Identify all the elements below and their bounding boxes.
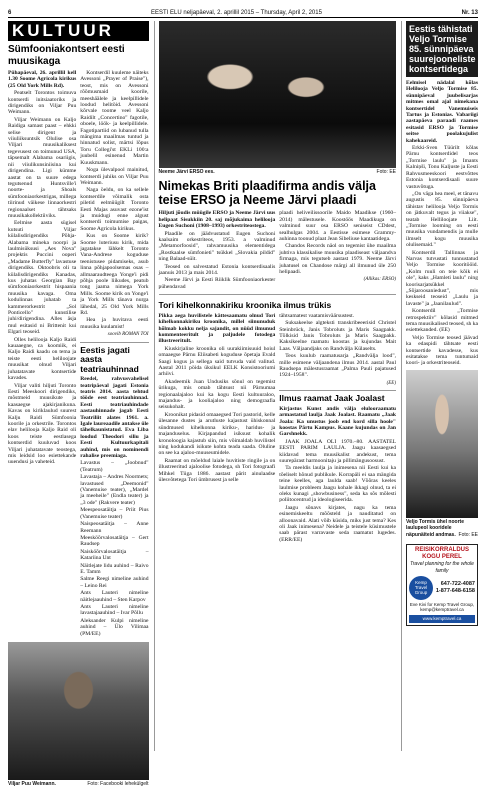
article-erso-body bbox=[159, 210, 396, 291]
award-line: Meesköõrvalosatäitja – Gert Raudsep bbox=[80, 534, 149, 548]
article-title-erso: Nimekas Briti plaadifirma andis välja teise ERSO ja Neeme Järvi plaadi bbox=[158, 179, 376, 207]
travel-advertisement[interactable] bbox=[406, 544, 478, 626]
caption-text: Veljo Tormis ühel noorte laulupeol kooridele näpunäiteid andmas. bbox=[406, 518, 464, 538]
paragraph: Jaagu sõnаvs kirjаtes, nagu ka tema esinemiskeeltu mõõsteld ja nauditatud on alloonavaid. Alati võib küsida, miks just tema? Kes oli Jaak inimesenа? Neidele ja teistele küsimustele saab pärast varravaste seda raamatut lugedes. (ERR/EE) bbox=[279, 504, 397, 543]
article-symphony-col-b bbox=[80, 70, 148, 638]
paragraph: Erkki-Sven Tüürilt kõlas Pärnu kontserdidel teos „Tormise laulu" ja Imants Kalniņši, Tonu Kaljuste ja Eesti Rahvusmeeskoori eestvõttes Estonia kontserdisaali suure vastuvõtuga. bbox=[406, 145, 478, 190]
page-number: 6 bbox=[8, 9, 12, 16]
paragraph: Suksakeelse algteksti transkribeeerisid Christel Steinbrück, Janis Tobroluts ja Maris Saagpakk. Tõlkisid Janis Tobroluts ja Maris Saagpakk. Kaksikeelne raamatu koostas ja kujundas Mait Laas. Väljaandjaks on Randvälja Külaselts. bbox=[279, 320, 397, 352]
divider bbox=[159, 294, 396, 295]
article-title-symphony: Sümfooniakontsert eesti muusikaga bbox=[8, 44, 125, 67]
ad-address: Eve Kivi for Kemp Travel Group, kemp@kemptravel.ca bbox=[409, 601, 475, 613]
article-erso-col-a bbox=[159, 210, 276, 291]
ad-title: REISIKORRALDUS KOGU PEREL bbox=[414, 547, 469, 561]
award-line: Naispeosatäitja – Anne Reemann bbox=[80, 521, 149, 534]
award-line: Meespeosatäitja – Priit Pius (Vanemuise teater) bbox=[80, 507, 149, 520]
left-column bbox=[8, 21, 149, 787]
caption-text: Neeme Järvi ERSO ees. bbox=[158, 169, 215, 175]
photo-credit: Foto: EE bbox=[458, 531, 478, 538]
article-symphony-col-a bbox=[8, 70, 76, 638]
award-line: Lavastaja – Andres Noormets; lavastused „Deemonid" (Vanemuise teater), „Mardel ja meeheile" (Endla teater) ja „3 ode" (Rakvere teater) bbox=[80, 474, 149, 506]
paragraph: Kontserdil kuuleme näiteks Avessoni „Prayer of Praise"), teost, mis on Avessoni rõõmusmaid koorile, meeshäälele ja keelpillidele loodud helitöid. Avessoni kõrvale toome veel Kaljo Raidilt „Concertino" fagotile, oboele, löök- ja keelpillidele. Fagotipartiid on lubanud tulla mängima maailmas tuntud ja hinnatud solist, märtsi lõpus Toru Collegi'st EKLi 100:a juubelil esinenud Martin Kuuskmann. bbox=[80, 70, 149, 166]
page-header bbox=[8, 6, 478, 16]
ad-phones bbox=[436, 581, 475, 595]
article-title-tormis: Eestis tähistati Veljo Tormise 85. sünnipäeva suurejooneliste kontsertidega bbox=[406, 21, 478, 77]
divider bbox=[80, 342, 148, 343]
paragraph: plaadi heliveilissoorile Maido Maadikse (1960–2014) mälestusele. Koostöös Maadikuga on valminud suur osa ERSO seniseist CDdest, sealhulgas 2004. a Eestisse esimese Grammy-auhinna toonud plaat Jean Sibeliuse kantaatidega. bbox=[279, 210, 397, 243]
paragraph: Eelmise aasta sügisel kutsuti Viljar külalisdirigendiks Põhja-Alabama mineka noorpi ja laulmisüksusi „Aes Nova" projektis Puccini ooperi „Madame Butterfly" lavastuse dirigendiks. Oktoobris oli ta külalisdirigendiks Kanadas, kus juhatas Georgian Bay sümfooniaorkestrit hispaania muusika kavaga. Oma kodulinnas juhatab ta kammerorkestrit „Sol Ponticello" kunstilise juhi/dirigendina. Alles äsja mul esitasid ni Brittenit kui Elgari teoseid. bbox=[8, 220, 77, 336]
article-tori-col-a bbox=[159, 313, 276, 545]
article-theatre-lead: Reedel, rahvusvahelisel teatripäeval jagati Estonia teatris 2014. aasta tehtud tööde eest teatriauhinnad. Eesti teatriauhindade aastauhinnade jagab Eesti Teatriliit alates 1961. a. Igale laureaadile antakse üle tähelkaunistatud. Eva Liba loodud Theodori siliu ja Eesti Kultuurkapitali auhind, mis on nominendi rahalise preemiaga. bbox=[80, 376, 149, 460]
paragraph: Teos kuulub raamatusarja „Randvälja lood", mille esimene väljaandena ilmus 2014. aastal Paul Raudsepa mälestusraamat „Palmа Pauli pajatused 1924–1958". bbox=[279, 353, 397, 379]
award-line: Aleksander Kulpi nimeline auhind – Ülo Vilimaa (PM/EE) bbox=[80, 617, 149, 637]
byline: soovib ROMAN TOI bbox=[107, 332, 149, 338]
paragraph: Noga ülevalpool mainitud, kontserdi juhiks on Viljar Puu Weimann. bbox=[80, 167, 149, 186]
ad-contact-row bbox=[409, 576, 475, 600]
paragraph: Olles heliloojа Kaljo Raidi kauaaegne, ca koomiik, ei Kaljo Raidi kaadu on tema ja teiste eesti heliloojate muusikat olnud Viljari juhatatavate kontsertide kavades. bbox=[8, 336, 77, 382]
award-line: Salme Reegi nimeline auhind – Leino Rei bbox=[80, 576, 149, 589]
paragraph: Kontserdil „Tormise retrospektiiv" kõlasid mitmed tema muusikalised teosed, sh ka esiettekanded. (EE) bbox=[406, 308, 478, 334]
paragraph: Kus on Soome kirik? Soome luteriusu kirik, mida jagatakse lähkelt Toronto Vana-Andrese kogudusе teenistusеe pidamiseks, asub linna põhjapoolsemas osas – allmaaraudteega Yonge'i pidi põhja poole liikudes, peatub tong jaama nimega York Mills. Soome kirik on Yonge'i ja York Mills tänava nurga lähedal, 25 Old York Mills Rd. bbox=[80, 233, 149, 317]
ad-website-link[interactable]: www.kemptravel.ca bbox=[409, 615, 475, 623]
section-label: KULTUUR bbox=[8, 21, 149, 41]
article-tori-body bbox=[159, 313, 396, 545]
article-tori bbox=[159, 298, 396, 544]
paragraph: Kontserdil Tallinnas ja Narvas tutvustati tunnustatud Veljo Tormise kooritööid. „Kolm ruuli on teie kõik ei ole", kaks „Hamleti laulu" ning koorisarjatsükkel „Sõjaroosaniedust", mis keskseid teoseid „Laulu ja lavaste" ja „Jaanilaulud". bbox=[406, 249, 478, 307]
article-symphony-body bbox=[8, 70, 149, 638]
award-line: Ants Lauteri nimeline näitlejaauhind – Sten Karpov bbox=[80, 590, 149, 603]
paragraph: Veljo Tormise teosed jäävad ka edaspidi tähtsate eesti kontsertide kavadesse, kus esitatakse tema tuntumaid koori- ja orkestriteoseid. bbox=[406, 334, 478, 367]
article-title-joala: Ilmus raamat Jaak Joalast bbox=[279, 393, 385, 404]
issue-number: Nr. 13 bbox=[461, 9, 478, 16]
photo-veljo-tormis bbox=[406, 370, 478, 518]
award-line: Näitlejate lidu auhind – Raivo E. Tamm bbox=[80, 562, 149, 575]
paragraph: Neeme Järvi ja Eesti Riiklik Sümfooniaorkester pühendavad bbox=[158, 277, 276, 290]
article-erso-lead: Hiljuti jõudis müügile ERSO ja Neeme Järvi uus helipaat Sisukkiin 20. saj mõjukaima helilooja Eugen Suchoni (1908–1993) orkestriteostega. bbox=[158, 210, 276, 230]
article-tormis-lead: Eelmisel nädalal kõlas Helilooja Veljo Tormise 85. sünnipäeval juubelisarjas mitmes omal ajal nimekana kontsertidel Vanemuiseis Tartus ja Estonias. Vabariigi aastapäeva paraadi raames esitasid ERSO ja Tormise seitse poolakujulist kahekaareid. bbox=[406, 80, 478, 144]
award-line: Ants Lauteri nimeline lavastajaauhind – Ivar Põllu bbox=[80, 603, 149, 617]
paragraph: Raamat on mõeldud laiale huvitiste ringile ja on illustreeritud ajaloolise fotodega, sh Tori fotograafi Mihkel Tiiga 1886. aastast pärit ainulaadse ülesvõtetega Tori ümbrusest ja selle bbox=[158, 457, 276, 483]
middle-column bbox=[154, 21, 396, 751]
header-rule bbox=[8, 17, 478, 18]
paragraph: Teosed on salvestatud Estonia kontserdisaalis jaanuis 2013 ja mais 2014. bbox=[158, 263, 276, 277]
ad-phone: 1-877-648-6158 bbox=[435, 587, 475, 594]
paragraph: Kroonikat pidasid omaaegsed Tori pastorid, kelle ülesanne dustes ja arutluste kajastust ühiskonnal sündmused kihelkonna kiriku-, haridus- ja majanduselus. Kirjapandud isiksust kohalik kronoloogia kajastub siin, mis võimaldab huvilistel ning kodukandi isikute kohta teada saada. Oluline on see ka ajaloo-muuseumidele. bbox=[158, 411, 276, 457]
caption-text: Viljar Puu Weimann. bbox=[8, 781, 56, 787]
photo-caption bbox=[8, 780, 149, 789]
paragraph: JAAK JOALA OLI 1970.–80. AASTATEL EESTI PARIM LAULJA. Jaagu kaasaegsed kiidavad tema muusikalist andekust, tema suurepärast harmoonitaju ja pillimängusoosust. bbox=[279, 438, 397, 464]
article-tori-lead: Pikka aega huvilistele kättesaamatu olnud Tori kihelkonnakiriku kroonika, millel siinunuduk hõlmab kokku neljа sajandit, on nüüd ilmunud kommenteeritult ja paljudele fotodega illustreeritult. bbox=[158, 312, 276, 345]
lower-middle bbox=[159, 298, 396, 544]
ad-phone: 647-722-4087 bbox=[440, 580, 475, 587]
award-line: Naisköõrvalosatäitja – Katariina Unt bbox=[80, 548, 149, 562]
article-erso-col-b bbox=[279, 210, 396, 291]
divider bbox=[279, 390, 396, 391]
paragraph: Kiuskirjaline kroonika oli uurakiimisuuid hoiul omaaegse Pärnu Eliisabeti kogudusе õpetaja Evald Saagi kogus ja sellega said tutvuda vaid valitud. Aastal 2011 pöida üksikul EELK Konsistooriumi arhiivi. bbox=[158, 345, 276, 378]
paragraph: Chandos Records näol on tegemist ühe maailma juhtiva klassikalise muusika plaadiseast väljaandva firmaga, mis tegutseb aastast 1979. Neeme Järvi juhatusel on Chandose märgi all ilmunud üle 250 helipaadi. bbox=[279, 243, 397, 276]
article-symphony-lead: Pühapäeval, 26. aprillil kell 1.30 Soome Agricola kirikus (25 Old York Mills Rd). bbox=[8, 70, 77, 89]
award-line: Lavastus – „Joobnud" (Teatrum) bbox=[80, 460, 149, 473]
paragraph: „On väga hea meel, et tänavu augustis 85. sünnipäeva tähistav helilooja Veljo Tormis on jätkuvalt tegus ja viiakse", teatab Helliloojate Liit. „Tormise looming on eesti muusika vundamendis ja mulle ilmselt kogu muusika olulisemaid." bbox=[406, 190, 478, 249]
byline: (Allikas: ERSO) bbox=[363, 277, 397, 283]
photo-neeme-jarvi bbox=[159, 21, 396, 168]
photo-credit: Foto: EE bbox=[376, 169, 396, 175]
article-title-tori: Tori kihelkonnakiriku kroonika ilmus trükis bbox=[158, 300, 332, 311]
kemp-travel-logo-icon: Kemp Travel Group bbox=[409, 576, 433, 600]
paragraph: Ta meeldis laulja ja inimesena nii Eesti kui ka tõeliselt hõnud publikule. Korrapäli ei saa mängida teine keelles, aga laulda saab! Võõras keeles laulmise probleem Jaagu kohale ikkagi olnud, ta ei oleks kunagi „showbusiness", seda ka sõs mõlesti poliitocentrud ja ideologiseerida. bbox=[279, 465, 397, 504]
photo-caption bbox=[159, 168, 396, 177]
paragraph: Viljar Weimann on Kaljo Raidiga samast paast – ehkki selise dirigent ja viiuliiksuntsik Olulise osa Viljari muusikaliksest tegevusest on toimunud USA, täpsemalt Alabama osariigis, nii viiulikunsiniisina kui dirigendina. Ligi kümme aastat on ta suure edega tegutsenud Huntsville'i noorte- ja Shoals sümfooniaorkestrigas, millega tiirinud väikese linnaorkestri regionaalset tähtsaks muusikakollektiiviks. bbox=[8, 116, 77, 219]
paragraph: Plaadile on jäädvustatud Eugen Suchoni kaalsaim orkestriteos, 1953. a valminud „Metamorfoosid", rahvamuusika elementidega „Rostkaalse sümfonieti" tsükkel „Slovakia pildid" ning Balaad-süit. bbox=[158, 230, 276, 263]
photo-credit: Foto: Facebooki lehekülgelt bbox=[87, 781, 149, 787]
paragraph: Akadeemik Juan Undusiks sõnul on tegemist ürikuga, mis omab tähtsust nii Pärnumaa regionaalajaloo kui ka kogu Eesti kultuuraloo, majandus- ja kooliajaloo ning demograafia seisukohalt. bbox=[158, 378, 276, 411]
paragraph: tähtsamatest vaatamisväärsustest. bbox=[279, 312, 355, 319]
columns bbox=[8, 21, 478, 787]
paragraph: Naga öeldu, on ka sellele kontserdile võimalik osta piletid eelmüügilt Toronto Eesti Majas asuvast ezone'ist ja muidugi enne algust kontserdi toimumise paigas, Soome Agricola kirikus. bbox=[80, 187, 149, 232]
article-title-theatre: Eestis jagati aasta teatriauhinnad bbox=[80, 344, 139, 374]
article-joala-lead: Kirjastus Kunst andis välja elulooraamatu armastatud laulja Jaak Joalast. Raamatu „Jaak Joala: Ka unustus joob end kord silla hoole" koostas Pärtu Kampus. Kaane kujundas on Jan Garshnekk. bbox=[279, 405, 397, 438]
paragraph: Viljar valiti hiljuti Toronto Eesti Meeskoori dirigendiks, mõstmeid muusikute ja kaasaegse ajakirjanikuna. Kavas on kiriklaulud suurest Kalju Raidi Sümfoonia koorile ja orkestrile. Torontos elav helilooja Kaljo Raid oli koos teiste eestlasega kontserdid kuuluvad koos Viljari juhatatavate teostega, mis leidsid loo esiettekande uuendusi ja vaheteid. bbox=[8, 382, 77, 466]
photo-caption bbox=[406, 518, 478, 540]
masthead-date: EESTI ELU neljapäeval, 2. aprillil 2015 – Thursday, April 2, 2015 bbox=[151, 9, 322, 16]
byline: (EE) bbox=[386, 380, 397, 386]
article-tori-col-b bbox=[279, 313, 396, 545]
paragraph: Hea ja huvitava eesti muusika kuulamist! bbox=[80, 317, 149, 330]
paragraph: Peatselt Torontos toimuva kontserdi initsiaatoriks ja dirigendiks on Viljar Puu Weimann. bbox=[8, 90, 77, 116]
ad-subtitle: Travel planning for the whole family bbox=[410, 561, 474, 574]
photo-viljar-puu-weimann bbox=[8, 642, 149, 780]
right-column bbox=[401, 21, 478, 751]
